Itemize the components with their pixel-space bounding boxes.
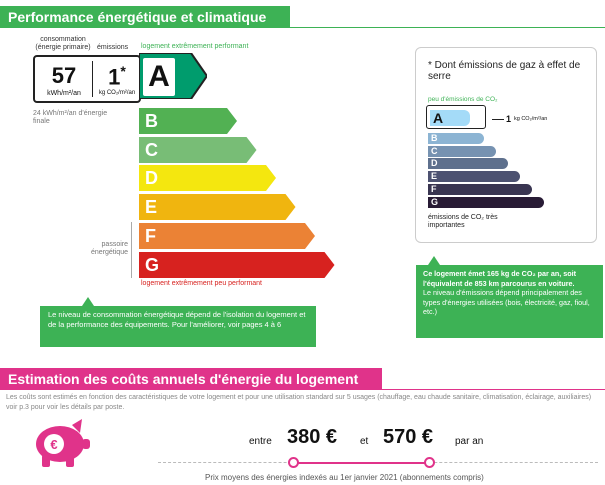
conso-label: consommation (énergie primaire) (35, 36, 91, 51)
energy-bar-c: C (139, 137, 257, 163)
ges-note (416, 265, 603, 338)
ges-subtitle: peu d'émissions de CO₂ (428, 96, 498, 103)
ges-note-text: Le niveau d'émissions dépend principalement des types d'énergies utilisées (bois, électricité, gaz, fioul, etc.) (423, 288, 590, 316)
piggy-bank-euro-icon (30, 417, 92, 469)
section-title-costs: Estimation des coûts annuels d'énergie du logement (0, 368, 382, 390)
conso-value: 57 (51, 63, 77, 88)
energy-bar-e: E (139, 194, 296, 220)
dpe-class-letter: A (143, 58, 175, 96)
cost-between-label: entre (249, 436, 272, 447)
emis-value: 1* (108, 63, 126, 90)
ges-title: * Dont émissions de gaz à effet de serre (428, 60, 581, 82)
cost-range-bar (293, 462, 429, 464)
cost-description: Les coûts sont estimés en fonction des caractéristiques de votre logement et pour une utilisation standard sur 5 usages (chauffage, eau chaude sanitaire, climatisation, éclairage, auxiliaires) voir p.3 pour voir les détails par poste. (6, 394, 592, 411)
ges-bar-a: A (430, 110, 470, 126)
cost-per-year-label: par an (455, 436, 484, 447)
ges-bar-e: E (428, 171, 520, 182)
energy-bar-f: F (139, 223, 315, 249)
cost-footnote: Prix moyens des énergies indexés au 1er janvier 2021 (abonnements compris) (205, 473, 484, 482)
note-tail (82, 297, 94, 306)
ges-note-tail (428, 256, 440, 265)
ges-value: 1 (506, 114, 512, 124)
section-divider (0, 27, 605, 28)
passoire-label: passoire énergétique (91, 241, 128, 256)
energy-note: Le niveau de consommation énergétique dépend de l'isolation du logement et de la performance des équipements. Pour l'améliorer, voir pages 4 à 6 (40, 306, 316, 347)
ges-panel (415, 47, 597, 243)
energy-bar-g: G (139, 252, 335, 278)
section-divider-costs (0, 389, 605, 390)
svg-text:€: € (50, 437, 58, 452)
ges-bar-d: D (428, 158, 508, 169)
cost-range-min-dot (288, 457, 299, 468)
energy-bar-b: B (139, 108, 237, 134)
energy-bar-d: D (139, 165, 276, 191)
passoire-bracket (131, 222, 132, 278)
final-energy-label: 24 kWh/m²/an d'énergie finale (33, 110, 108, 125)
emis-label: émissions (97, 44, 129, 51)
cost-max-value: 570 € (383, 426, 434, 448)
ges-bar-f: F (428, 184, 532, 195)
cost-range-max-dot (424, 457, 435, 468)
ges-bar-g: G (428, 197, 544, 208)
dpe-value-box (33, 55, 141, 103)
ges-pointer-line (492, 119, 504, 120)
ges-unit: kg CO₂/m²/an (514, 116, 548, 122)
bottom-performance-label: logement extrêmement peu performant (141, 280, 263, 287)
top-performance-label: logement extrêmement performant (141, 43, 249, 50)
cost-min-value: 380 € (287, 426, 338, 448)
ges-bar-b: B (428, 133, 484, 144)
section-title-performance: Performance énergétique et climatique (0, 6, 290, 28)
ges-bar-c: C (428, 146, 496, 157)
cost-and-label: et (360, 436, 369, 447)
conso-unit: kWh/m²/an (47, 90, 81, 97)
ges-note-bold: Ce logement émet 165 kg de CO₂ par an, soit l'équivalent de 853 km parcourus en voiture. (423, 269, 576, 288)
emis-unit: kg CO₂/m²/an (98, 90, 136, 96)
ges-bottom-label: émissions de CO₂ très importantes (428, 214, 498, 229)
